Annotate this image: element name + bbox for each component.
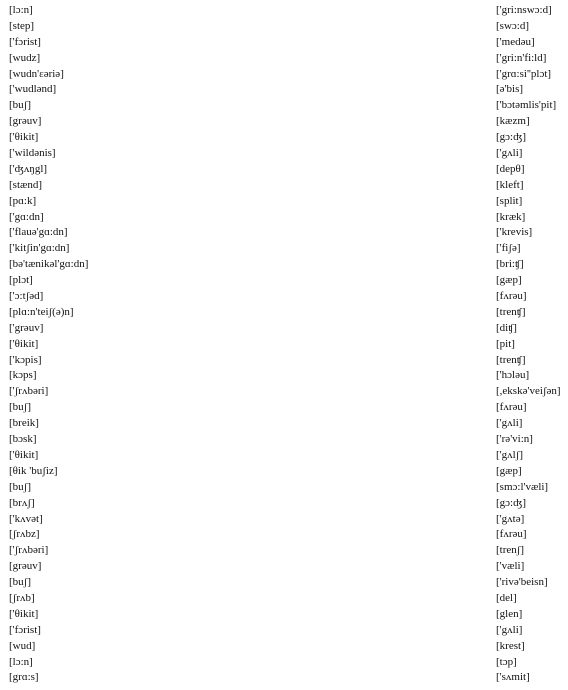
transcription-entry: [fʌrəu] <box>496 401 527 414</box>
transcription-entry: [depθ] <box>496 162 525 175</box>
transcription-entry: [bri:ʧ] <box>496 258 524 271</box>
transcription-entry: [ə'bis] <box>496 83 524 96</box>
transcription-entry: ['sʌmit] <box>496 671 530 684</box>
transcription-entry: [plɑ:n'teiʃ(ə)n] <box>9 305 74 318</box>
transcription-entry: ['θikit] <box>9 337 39 350</box>
transcription-entry: ['flauə'gɑ:dn] <box>9 226 68 239</box>
transcription-entry: ['θikit] <box>9 448 39 461</box>
transcription-entry: [fʌrəu] <box>496 290 527 303</box>
transcription-entry: [lɔ:n] <box>9 4 33 16</box>
transcription-entry: ['medəu] <box>496 35 535 48</box>
transcription-entry: [del] <box>496 591 517 604</box>
transcription-entry: [kræk] <box>496 210 526 223</box>
transcription-entry: [kleft] <box>496 178 524 191</box>
transcription-entry: ['gri:nswɔ:d] <box>496 4 552 16</box>
transcription-entry: [smɔ:l'væli] <box>496 480 549 493</box>
transcription-entry: [swɔ:d] <box>496 19 529 32</box>
transcription-entry: [gæp] <box>496 274 522 287</box>
transcription-entry: ['kitʃin'gɑ:dn] <box>9 242 70 255</box>
transcription-entry: ['θikit] <box>9 607 39 620</box>
transcription-entry: [diʧ] <box>496 321 517 334</box>
transcription-entry: [gɔ:ʤ] <box>496 131 527 144</box>
transcription-entry: [kæzm] <box>496 115 530 128</box>
transcription-entry: [krest] <box>496 639 525 652</box>
transcription-entry: ['gʌli] <box>496 147 523 160</box>
transcription-entry: [fʌrəu] <box>496 528 527 541</box>
transcription-entry: ['grɑ:si''plɔt] <box>496 67 552 80</box>
transcription-entry: ['fɔrist] <box>9 623 41 636</box>
transcription-entry: [bə'tænikəl'gɑ:dn] <box>9 258 89 271</box>
transcription-entry: [trenʃ] <box>496 544 525 557</box>
transcription-entry: [buʃ] <box>9 480 31 493</box>
transcription-entry: [step] <box>9 19 35 32</box>
transcription-entry: [glen] <box>496 607 523 620</box>
transcription-entry: [ʃrʌb] <box>9 591 35 604</box>
transcription-entry: [grəuv] <box>9 560 42 573</box>
transcription-entry: [lɔ:n] <box>9 655 33 668</box>
transcription-entry: ['gʌtə] <box>496 512 525 525</box>
transcription-entry: ['gʌli] <box>496 417 523 430</box>
transcription-entry: [trenʧ] <box>496 353 526 366</box>
transcription-entry: [split] <box>496 194 523 207</box>
transcription-entry: ['fɔrist] <box>9 35 41 48</box>
transcription-entry: ['ʃrʌbəri] <box>9 544 49 557</box>
transcription-entry: [kɔps] <box>9 369 37 382</box>
transcription-entry: [plɔt] <box>9 274 33 287</box>
transcription-entry: [,ekskə'veiʃən] <box>496 385 561 398</box>
transcription-entry: ['θikit] <box>9 131 39 144</box>
right-transcription-column <box>496 3 561 686</box>
transcription-entry: [brʌʃ] <box>9 496 35 509</box>
transcription-entry: ['krevis] <box>496 226 533 239</box>
transcription-entry: [pɑ:k] <box>9 194 37 207</box>
transcription-entry: ['ʃrʌbəri] <box>9 385 49 398</box>
transcription-entry: [tɔp] <box>496 655 517 668</box>
transcription-entry: ['grəuv] <box>9 321 44 334</box>
transcription-entry: ['kʌvət] <box>9 512 43 525</box>
transcription-entry: ['gri:n'fi:ld] <box>496 51 547 64</box>
transcription-entry: [bɔsk] <box>9 433 37 446</box>
transcription-entry: ['ɔ:tʃəd] <box>9 290 44 303</box>
transcription-entry: [gæp] <box>496 464 522 477</box>
left-transcription-column <box>9 3 88 686</box>
transcription-entry: [grɑ:s] <box>9 671 39 684</box>
transcription-entry: ['gʌli] <box>496 623 523 636</box>
transcription-entry: ['hɔləu] <box>496 369 530 382</box>
transcription-entry: [trenʧ] <box>496 305 526 318</box>
transcription-entry: ['rivə'beisn] <box>496 576 548 589</box>
transcription-entry: ['gʌlʃ] <box>496 448 524 461</box>
transcription-entry: [wud] <box>9 639 36 652</box>
transcription-entry: ['kɔpis] <box>9 353 42 366</box>
transcription-entry: ['rə'vi:n] <box>496 433 533 446</box>
transcription-entry: [θik 'buʃiz] <box>9 464 58 477</box>
transcription-entry: [pit] <box>496 337 515 350</box>
transcription-entry: [buʃ] <box>9 401 31 414</box>
transcription-entry: [ʃrʌbz] <box>9 528 40 541</box>
transcription-entry: [gɔ:ʤ] <box>496 496 527 509</box>
transcription-entry: ['bɔtəmlis'pit] <box>496 99 557 112</box>
transcription-entry: ['væli] <box>496 560 525 573</box>
transcription-entry: [buʃ] <box>9 576 31 589</box>
transcription-entry: ['wildənis] <box>9 147 56 160</box>
transcription-entry: [wudz] <box>9 51 41 64</box>
transcription-entry: [grəuv] <box>9 115 42 128</box>
transcription-entry: ['ʤʌŋgl] <box>9 162 48 175</box>
transcription-entry: [buʃ] <box>9 99 31 112</box>
transcription-entry: [wudn'ɛəriə] <box>9 67 64 80</box>
transcription-entry: [stænd] <box>9 178 42 191</box>
transcription-entry: ['wudlənd] <box>9 83 57 96</box>
transcription-entry: ['gɑ:dn] <box>9 210 44 223</box>
transcription-entry: [breik] <box>9 417 39 430</box>
transcription-entry: ['fiʃə] <box>496 242 521 255</box>
